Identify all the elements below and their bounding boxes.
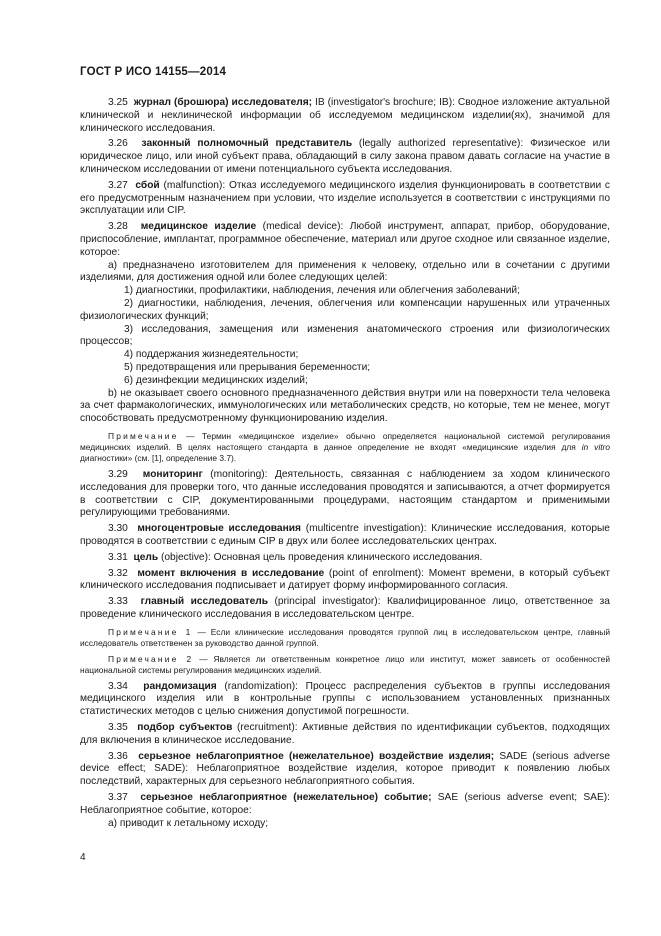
entry-3-32: 3.32 момент включения в исследование (point of enrolment): Момент времени, в который субъект клинического исследования подписывает и датирует форму информированного согласия. — [80, 567, 610, 592]
entry-3-36: 3.36 серьезное неблагоприятное (нежелательное) воздействие изделия; SADE (serious adverse device effect; SADE): Неблагоприятное воздействие изделия, которое приводит к появлению любых последствий, характерных для серьезного неблагоприятного события. — [80, 750, 610, 788]
list-subitem-4: 4) поддержания жизнедеятельности; — [124, 349, 299, 361]
note-principal-1: Примечание 1 — Если клинические исследования проводятся группой лиц в исследовательском центре, главный исследователь ответственен за руководство данной группой. — [80, 626, 611, 648]
entry-3-25: 3.25 журнал (брошюра) исследователя; IB (investigator's brochure; IB): Сводное изложение актуальной клинической и неклинической информации об исследуемом медицинском изделии(ях), значимой для клинического исследования. — [80, 97, 610, 134]
entry-3-33: 3.33 главный исследователь (principal investigator): Квалифицированное лицо, ответственное за проведение клинического исследования в исследовательском центре. — [80, 596, 610, 620]
list-subitem-2: 2) диагностики, наблюдения, лечения, облегчения или компенсации нарушенных или утраченных физиологических функций; — [80, 297, 610, 322]
list-subitem-1: 1) диагностики, профилактики, наблюдения, лечения или облегчения заболеваний; — [124, 285, 520, 297]
entry-3-34: 3.34 рандомизация (randomization): Процесс распределения субъектов в группы исследования медицинского изделия или в контрольные группы с использованием установленных признанных статистических методов с целью снижения допустимой погрешности. — [80, 680, 610, 718]
note-medical-device: Примечание — Термин «медицинское изделие» обычно определяется национальной системой регулирования медицинских изделий. В целях настоящего стандарта в данное определение не входят «медицинские изделия для in vitro диагностики» (см. [1], определение 3.7). — [80, 430, 610, 463]
entry-3-37: 3.37 серьезное неблагоприятное (нежелательное) событие; SAE (serious adverse event; SAE): Неблагоприятное событие, которое: — [80, 792, 610, 816]
entry-3-29: 3.29 мониторинг (monitoring): Деятельность, связанная с наблюдением за ходом клинического исследования для проверки того, что данные исследования проводятся и записываются, а отчет формируется в соответствии с CIP, документированными процедурами, настоящим стандартом и применимыми регулирующими требованиями. — [80, 468, 610, 519]
note-principal-2: Примечание 2 — Является ли ответственным конкретное лицо или институт, может зависеть от особенностей национальной системы регулирования медицинских изделий. — [80, 653, 611, 675]
list-item-b: b) не оказывает своего основного предназначенного действия внутри или на поверхности тела человека за счет фармакологических, иммунологических или метаболических средств, но которые, тем не менее, могут способствовать предусмотренному функционированию изделия. — [80, 387, 610, 425]
entry-3-27: 3.27 сбой (malfunction): Отказ исследуемого медицинского изделия функционировать в соответствии с его предусмотренным назначением при условии, что изделие используется в соответствии с инструкциями по эксплуатации или CIP. — [80, 179, 610, 217]
entry-3-31: 3.31 цель (objective): Основная цель проведения клинического исследования. — [108, 551, 483, 563]
page-number: 4 — [80, 852, 86, 863]
entry-3-30: 3.30 многоцентровые исследования (multicentre investigation): Клинические исследования, которые проводятся в соответствии с единым CIP в двух или более исследовательских центрах. — [80, 523, 610, 547]
list-item-a: а) предназначено изготовителем для применения к человеку, отдельно или в сочетании с другими изделиями, для достижения одной или более следующих целей: — [80, 259, 610, 284]
document-header: ГОСТ Р ИСО 14155—2014 — [80, 66, 227, 78]
list-item-last: а) приводит к летальному исходу; — [108, 817, 269, 829]
list-subitem-6: 6) дезинфекции медицинских изделий; — [124, 374, 308, 386]
entry-3-35: 3.35 подбор субъектов (recruitment): Активные действия по идентификации субъектов, подходящих для включения в клиническое исследование. — [80, 722, 610, 746]
document-body — [80, 94, 610, 830]
entry-3-26: 3.26 законный полномочный представитель (legally authorized representative): Физическое или юридическое лицо, или иной субъект права, обладающий в силу закона правом давать согласие на участие в клиническом исследовании от имени потенциального субъекта исследования. — [80, 138, 611, 175]
list-subitem-5: 5) предотвращения или прерывания беременности; — [124, 361, 371, 373]
entry-3-28: 3.28 медицинское изделие (medical device): Любой инструмент, аппарат, прибор, оборудование, приспособление, имплантат, программное обеспечение, материал или другое сходное или связанное изделие, которое: — [80, 221, 610, 258]
list-subitem-3: 3) исследования, замещения или изменения анатомического строения или физиологических процессов; — [80, 323, 610, 348]
